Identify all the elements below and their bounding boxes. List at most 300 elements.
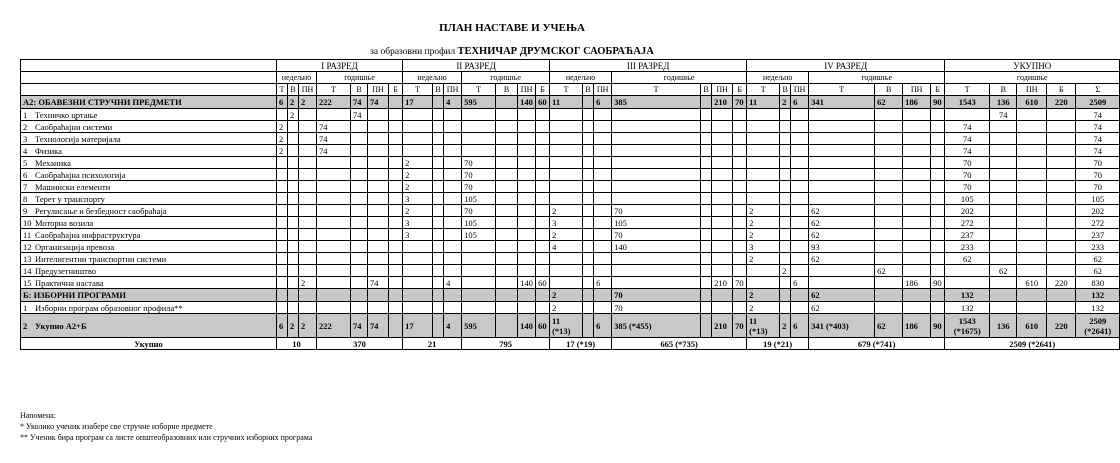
total-cell: 830 bbox=[1076, 277, 1120, 289]
table-cell bbox=[612, 277, 701, 289]
table-cell bbox=[550, 265, 583, 277]
table-cell: 11 (*13) bbox=[747, 314, 780, 338]
header-col-type: В bbox=[288, 84, 299, 96]
header-total-col-type: Б bbox=[1047, 84, 1076, 96]
total-cell: 272 bbox=[1076, 217, 1120, 229]
subtitle-profile: ТЕХНИЧАР ДРУМСКОГ САОБРАЋАЈА bbox=[457, 46, 654, 57]
table-cell bbox=[747, 169, 780, 181]
row-number: 12 bbox=[23, 241, 32, 252]
table-cell: 17 bbox=[403, 314, 433, 338]
table-cell bbox=[550, 193, 583, 205]
sum-label: Укупно А2+Б bbox=[35, 320, 87, 331]
table-cell bbox=[550, 253, 583, 265]
header-col-type: В bbox=[583, 84, 594, 96]
table-cell bbox=[389, 205, 403, 217]
table-cell bbox=[780, 109, 791, 121]
subject-name-cell bbox=[21, 253, 277, 265]
table-cell bbox=[288, 229, 299, 241]
table-row bbox=[21, 109, 1120, 121]
table-cell bbox=[317, 157, 351, 169]
table-cell bbox=[712, 302, 733, 314]
table-cell bbox=[594, 217, 612, 229]
table-cell: 70 bbox=[612, 289, 701, 302]
header-blank bbox=[21, 60, 277, 72]
table-cell bbox=[317, 169, 351, 181]
table-cell bbox=[351, 217, 368, 229]
table-cell: 341 (*403) bbox=[809, 314, 875, 338]
table-cell bbox=[351, 145, 368, 157]
table-cell bbox=[288, 157, 299, 169]
table-cell bbox=[550, 181, 583, 193]
table-cell bbox=[433, 229, 444, 241]
table-cell bbox=[780, 289, 791, 302]
total-cell: 70 bbox=[1076, 157, 1120, 169]
section-label: Б: ИЗБОРНИ ПРОГРАМИ bbox=[21, 289, 277, 302]
table-cell bbox=[931, 121, 945, 133]
table-cell bbox=[712, 121, 733, 133]
total-cell bbox=[1047, 229, 1076, 241]
table-cell bbox=[299, 169, 317, 181]
header-col-type: ПН bbox=[712, 84, 733, 96]
table-cell: 70 bbox=[733, 96, 747, 109]
table-row bbox=[21, 121, 1120, 133]
row-number: 8 bbox=[23, 193, 28, 204]
table-cell bbox=[903, 157, 931, 169]
table-cell bbox=[433, 217, 444, 229]
table-cell bbox=[594, 193, 612, 205]
table-cell bbox=[433, 289, 444, 302]
table-row bbox=[21, 181, 1120, 193]
header-col-type: Т bbox=[403, 84, 433, 96]
table-cell bbox=[594, 145, 612, 157]
table-cell bbox=[594, 265, 612, 277]
table-row bbox=[21, 217, 1120, 229]
table-cell bbox=[612, 193, 701, 205]
table-cell bbox=[496, 181, 518, 193]
table-cell bbox=[903, 181, 931, 193]
total-cell: 70 bbox=[945, 169, 990, 181]
table-cell bbox=[299, 253, 317, 265]
subject-name-cell bbox=[21, 193, 277, 205]
table-cell: 62 bbox=[809, 302, 875, 314]
total-cell bbox=[990, 302, 1017, 314]
table-cell bbox=[433, 193, 444, 205]
table-cell bbox=[701, 241, 712, 253]
total-cell: 74 bbox=[1076, 145, 1120, 157]
table-cell bbox=[462, 145, 496, 157]
table-cell bbox=[583, 133, 594, 145]
total-cell: 610 bbox=[1017, 96, 1047, 109]
subject-name: Технологија материјала bbox=[35, 133, 121, 144]
table-cell: 140 bbox=[518, 277, 536, 289]
table-cell bbox=[809, 277, 875, 289]
table-cell bbox=[299, 241, 317, 253]
table-cell: 74 bbox=[317, 145, 351, 157]
subtitle-prefix: за образовни профил bbox=[370, 47, 456, 57]
notes-heading: Напомена: bbox=[20, 411, 57, 420]
table-cell: 60 bbox=[536, 277, 550, 289]
table-cell bbox=[462, 241, 496, 253]
subject-name: Саобраћајни системи bbox=[35, 121, 113, 132]
table-cell bbox=[299, 157, 317, 169]
table-cell bbox=[780, 205, 791, 217]
table-cell bbox=[875, 302, 903, 314]
table-cell bbox=[931, 205, 945, 217]
table-cell bbox=[791, 109, 809, 121]
table-cell bbox=[389, 229, 403, 241]
total-cell bbox=[990, 133, 1017, 145]
table-cell: 2 bbox=[403, 169, 433, 181]
table-cell: 2 bbox=[403, 157, 433, 169]
table-cell: 4 bbox=[550, 241, 583, 253]
table-cell bbox=[612, 145, 701, 157]
table-cell bbox=[780, 181, 791, 193]
table-cell bbox=[496, 133, 518, 145]
table-cell bbox=[747, 265, 780, 277]
table-cell bbox=[931, 181, 945, 193]
table-row bbox=[21, 277, 1120, 289]
table-cell bbox=[389, 265, 403, 277]
table-cell bbox=[791, 302, 809, 314]
section-row-b bbox=[21, 289, 1120, 302]
table-cell bbox=[389, 277, 403, 289]
header-weekly: недељно bbox=[550, 72, 612, 84]
table-cell bbox=[444, 253, 462, 265]
yearly-total: 795 bbox=[462, 338, 550, 350]
table-cell bbox=[368, 289, 389, 302]
table-row bbox=[21, 241, 1120, 253]
total-cell: 74 bbox=[1076, 133, 1120, 145]
header-col-type: В bbox=[780, 84, 791, 96]
table-cell bbox=[536, 169, 550, 181]
subject-name-cell bbox=[21, 302, 277, 314]
table-cell bbox=[351, 277, 368, 289]
header-total-col-type: В bbox=[990, 84, 1017, 96]
header-col-type: ПН bbox=[518, 84, 536, 96]
table-cell bbox=[701, 302, 712, 314]
table-cell bbox=[403, 109, 433, 121]
table-cell bbox=[462, 253, 496, 265]
table-cell bbox=[903, 145, 931, 157]
table-cell bbox=[351, 133, 368, 145]
table-cell bbox=[583, 205, 594, 217]
yearly-total: 665 (*735) bbox=[612, 338, 747, 350]
table-cell bbox=[518, 229, 536, 241]
subject-name-cell bbox=[21, 145, 277, 157]
table-cell bbox=[277, 157, 288, 169]
table-cell bbox=[594, 205, 612, 217]
table-cell bbox=[444, 157, 462, 169]
table-cell bbox=[288, 217, 299, 229]
table-cell bbox=[518, 289, 536, 302]
table-cell: 4 bbox=[444, 96, 462, 109]
table-cell bbox=[433, 181, 444, 193]
table-cell bbox=[875, 229, 903, 241]
table-cell bbox=[931, 241, 945, 253]
total-cell bbox=[990, 217, 1017, 229]
table-cell bbox=[875, 277, 903, 289]
section-row-a2 bbox=[21, 96, 1120, 109]
table-cell bbox=[403, 302, 433, 314]
row-number: 13 bbox=[23, 253, 32, 264]
table-cell bbox=[712, 145, 733, 157]
table-cell bbox=[583, 109, 594, 121]
table-cell bbox=[809, 181, 875, 193]
total-cell: 74 bbox=[990, 109, 1017, 121]
total-cell: 202 bbox=[945, 205, 990, 217]
table-cell bbox=[496, 241, 518, 253]
table-cell bbox=[288, 205, 299, 217]
table-cell bbox=[594, 289, 612, 302]
table-cell bbox=[496, 121, 518, 133]
row-number: 10 bbox=[23, 217, 32, 228]
table-row bbox=[21, 145, 1120, 157]
table-cell bbox=[612, 265, 701, 277]
table-cell bbox=[903, 121, 931, 133]
table-cell: 17 bbox=[403, 96, 433, 109]
total-cell bbox=[1047, 181, 1076, 193]
table-cell bbox=[462, 265, 496, 277]
table-cell bbox=[317, 241, 351, 253]
header-col-type: Т bbox=[277, 84, 288, 96]
table-cell: 60 bbox=[536, 96, 550, 109]
subject-name: Техничко цртање bbox=[35, 109, 98, 120]
subject-name: Организација превоза bbox=[35, 241, 115, 252]
table-cell bbox=[403, 253, 433, 265]
header-col-type: Т bbox=[317, 84, 351, 96]
total-cell: 136 bbox=[990, 314, 1017, 338]
total-cell bbox=[1047, 157, 1076, 169]
total-cell bbox=[1047, 145, 1076, 157]
table-cell bbox=[931, 229, 945, 241]
total-cell bbox=[1017, 302, 1047, 314]
total-cell bbox=[1017, 121, 1047, 133]
table-cell bbox=[594, 241, 612, 253]
total-cell: 1543 bbox=[945, 96, 990, 109]
table-cell: 385 (*455) bbox=[612, 314, 701, 338]
total-cell bbox=[1017, 181, 1047, 193]
table-cell: 105 bbox=[612, 217, 701, 229]
table-cell bbox=[780, 217, 791, 229]
table-cell bbox=[583, 277, 594, 289]
table-cell: 222 bbox=[317, 314, 351, 338]
total-cell bbox=[1047, 193, 1076, 205]
row-number: 1 bbox=[23, 109, 28, 120]
weekly-total: 21 bbox=[403, 338, 462, 350]
table-cell bbox=[583, 121, 594, 133]
table-cell bbox=[389, 314, 403, 338]
table-cell bbox=[299, 217, 317, 229]
table-cell bbox=[701, 109, 712, 121]
table-cell bbox=[444, 265, 462, 277]
header-yearly: годишње bbox=[612, 72, 747, 84]
total-cell: 202 bbox=[1076, 205, 1120, 217]
table-cell bbox=[351, 205, 368, 217]
table-cell bbox=[433, 241, 444, 253]
table-cell bbox=[288, 181, 299, 193]
total-cell: 132 bbox=[1076, 289, 1120, 302]
table-cell bbox=[277, 241, 288, 253]
total-cell bbox=[945, 265, 990, 277]
table-cell bbox=[701, 205, 712, 217]
table-cell bbox=[791, 157, 809, 169]
table-cell: 74 bbox=[351, 96, 368, 109]
table-cell: 6 bbox=[594, 277, 612, 289]
table-cell bbox=[288, 121, 299, 133]
table-cell bbox=[351, 193, 368, 205]
table-cell bbox=[809, 157, 875, 169]
table-cell bbox=[809, 133, 875, 145]
table-cell bbox=[351, 289, 368, 302]
table-cell bbox=[612, 181, 701, 193]
header-col-type: В bbox=[351, 84, 368, 96]
table-cell bbox=[875, 241, 903, 253]
table-cell bbox=[875, 217, 903, 229]
table-cell: 2 bbox=[550, 289, 583, 302]
table-cell bbox=[583, 314, 594, 338]
table-cell bbox=[277, 265, 288, 277]
table-cell bbox=[780, 302, 791, 314]
table-cell bbox=[433, 265, 444, 277]
table-cell: 74 bbox=[368, 277, 389, 289]
table-cell bbox=[368, 241, 389, 253]
table-cell bbox=[780, 157, 791, 169]
table-cell bbox=[903, 217, 931, 229]
table-cell bbox=[747, 193, 780, 205]
table-cell bbox=[433, 205, 444, 217]
table-cell bbox=[496, 277, 518, 289]
subject-name: Саобраћајна инфраструктура bbox=[35, 229, 141, 240]
table-cell bbox=[931, 109, 945, 121]
table-cell bbox=[444, 169, 462, 181]
table-cell bbox=[712, 181, 733, 193]
table-cell bbox=[733, 302, 747, 314]
total-cell: 233 bbox=[1076, 241, 1120, 253]
overall-total: 2509 (*2641) bbox=[945, 338, 1120, 350]
table-cell: 6 bbox=[277, 96, 288, 109]
total-cell bbox=[1017, 145, 1047, 157]
table-cell: 210 bbox=[712, 314, 733, 338]
table-cell bbox=[536, 241, 550, 253]
table-cell bbox=[288, 277, 299, 289]
subject-name-cell bbox=[21, 217, 277, 229]
sum-row-a2-b bbox=[21, 314, 1120, 338]
table-cell bbox=[518, 121, 536, 133]
table-row bbox=[21, 265, 1120, 277]
table-cell bbox=[733, 157, 747, 169]
total-cell: 70 bbox=[1076, 169, 1120, 181]
table-cell bbox=[733, 145, 747, 157]
table-cell bbox=[733, 133, 747, 145]
total-cell bbox=[1017, 109, 1047, 121]
table-cell bbox=[496, 96, 518, 109]
table-cell bbox=[594, 157, 612, 169]
table-cell bbox=[780, 277, 791, 289]
table-row bbox=[21, 205, 1120, 217]
table-cell: 2 bbox=[288, 314, 299, 338]
subject-name-cell bbox=[21, 241, 277, 253]
table-cell bbox=[299, 133, 317, 145]
table-cell bbox=[550, 277, 583, 289]
table-cell bbox=[875, 169, 903, 181]
weekly-total: 19 (*21) bbox=[747, 338, 809, 350]
total-cell bbox=[990, 229, 1017, 241]
table-cell bbox=[496, 289, 518, 302]
table-cell bbox=[444, 229, 462, 241]
header-grade-1: I РАЗРЕД bbox=[277, 60, 403, 72]
table-row bbox=[21, 193, 1120, 205]
table-cell bbox=[496, 109, 518, 121]
row-number: 2 bbox=[23, 121, 28, 132]
table-cell bbox=[536, 302, 550, 314]
table-cell bbox=[550, 109, 583, 121]
table-cell bbox=[931, 302, 945, 314]
table-cell: 2 bbox=[747, 217, 780, 229]
table-cell bbox=[931, 193, 945, 205]
table-cell: 222 bbox=[317, 96, 351, 109]
table-cell bbox=[518, 217, 536, 229]
table-cell bbox=[317, 217, 351, 229]
total-cell bbox=[990, 289, 1017, 302]
table-cell bbox=[791, 145, 809, 157]
subject-name: Регулисање и безбедност саобраћаја bbox=[35, 205, 167, 216]
table-cell: 6 bbox=[594, 314, 612, 338]
table-cell: 105 bbox=[462, 217, 496, 229]
table-cell bbox=[389, 181, 403, 193]
total-cell bbox=[1017, 229, 1047, 241]
table-cell bbox=[733, 205, 747, 217]
table-cell bbox=[612, 109, 701, 121]
table-cell bbox=[931, 217, 945, 229]
table-row bbox=[21, 302, 1120, 314]
header-col-type: ПН bbox=[299, 84, 317, 96]
total-cell bbox=[1047, 205, 1076, 217]
table-cell bbox=[701, 145, 712, 157]
total-cell bbox=[990, 181, 1017, 193]
header-weekly: недељно bbox=[747, 72, 809, 84]
header-blank bbox=[21, 84, 277, 96]
table-cell bbox=[903, 289, 931, 302]
table-cell bbox=[747, 133, 780, 145]
header-col-type: ПН bbox=[368, 84, 389, 96]
table-cell bbox=[612, 169, 701, 181]
table-cell bbox=[317, 302, 351, 314]
row-number: 6 bbox=[23, 169, 28, 180]
table-cell bbox=[389, 121, 403, 133]
table-cell bbox=[277, 181, 288, 193]
table-cell bbox=[368, 229, 389, 241]
table-cell bbox=[712, 289, 733, 302]
table-cell: 186 bbox=[903, 96, 931, 109]
table-cell bbox=[583, 217, 594, 229]
header-col-type: Т bbox=[462, 84, 496, 96]
table-cell bbox=[389, 157, 403, 169]
table-cell bbox=[712, 241, 733, 253]
table-cell bbox=[288, 302, 299, 314]
table-cell bbox=[712, 169, 733, 181]
total-cell bbox=[945, 277, 990, 289]
table-cell: 3 bbox=[403, 229, 433, 241]
table-cell bbox=[351, 121, 368, 133]
table-cell bbox=[317, 277, 351, 289]
table-cell: 74 bbox=[317, 133, 351, 145]
table-cell: 2 bbox=[550, 302, 583, 314]
total-cell: 70 bbox=[945, 181, 990, 193]
sum-label-cell bbox=[21, 314, 277, 338]
total-cell bbox=[1017, 217, 1047, 229]
header-row-periods bbox=[21, 72, 1120, 84]
subject-name-cell bbox=[21, 157, 277, 169]
